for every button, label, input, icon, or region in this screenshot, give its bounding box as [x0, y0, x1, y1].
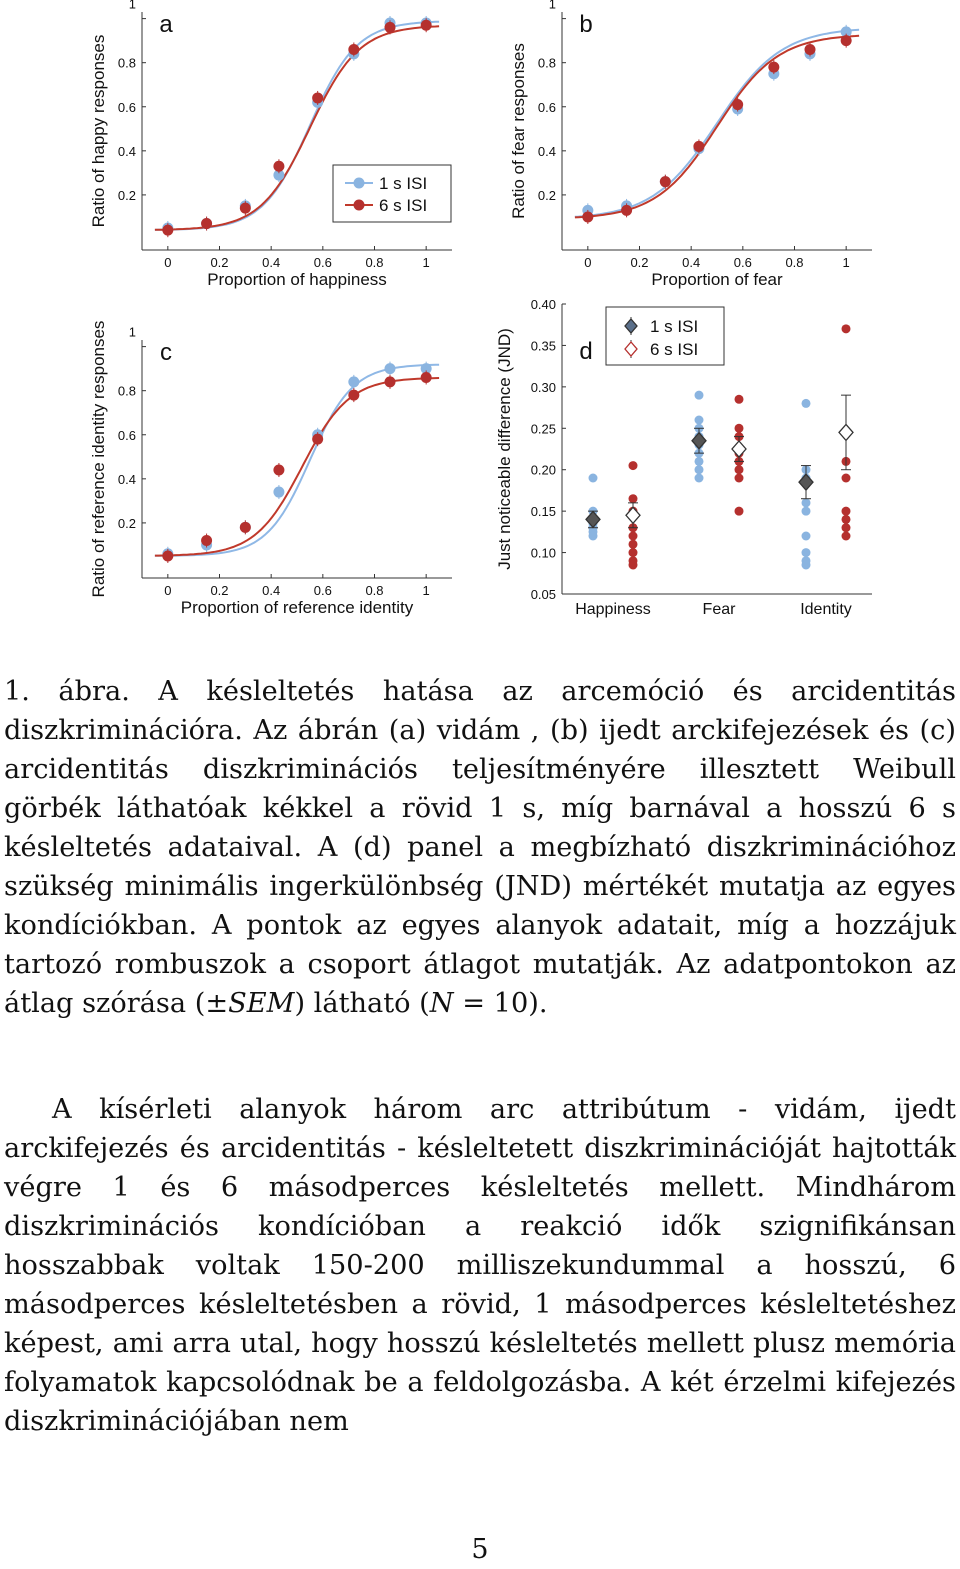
caption-n: N: [429, 988, 454, 1019]
panel-d-mean-diamond: [839, 424, 853, 440]
panel-b-x-label: Proportion of fear: [651, 270, 783, 289]
panel-b-fit-curve: [575, 36, 859, 218]
panel-a-y-tick-label: 1: [128, 0, 136, 12]
panel-d-category-label: Happiness: [575, 601, 651, 618]
panel-b-letter: b: [579, 11, 593, 38]
panel-a-data-point: [348, 44, 359, 55]
panel-b-y-tick-label: 0.6: [537, 99, 556, 115]
panel-a-x-tick-label: 1: [422, 255, 430, 270]
panel-c-fit-curve: [155, 365, 439, 556]
panel-d-mean-diamond: [626, 507, 640, 523]
panel-b-x-tick-label: 0.8: [785, 255, 804, 270]
panel-c-x-tick-label: 0.2: [210, 583, 229, 598]
panel-d-subject-point: [842, 507, 851, 516]
panel-d-mean-diamond: [732, 441, 746, 457]
panel-d-mean-diamond: [799, 474, 813, 490]
panel-d-subject-point: [735, 424, 744, 433]
panel-a-y-tick-label: 0.6: [117, 99, 136, 115]
caption-label: 1. ábra.: [4, 676, 130, 707]
panel-d-subject-point: [629, 461, 638, 470]
panel-a-x-tick-label: 0.2: [210, 255, 229, 270]
panel-d-subject-point: [842, 324, 851, 333]
panel-d-subject-point: [842, 523, 851, 532]
panel-c-data-point: [348, 376, 359, 387]
panel-a-y-tick-label: 0.2: [117, 187, 136, 203]
body-paragraph: A kísérleti alanyok három arc attribútum - vidám, ijedt arckifejezés és arcidentitás - késleltetett diszkriminációját hajtották végre 1 és 6 másodperces késleltetés mellett. Mindhárom diszkriminációs kondícióban a reakció idők szignifikánsan hosszabbak voltak 150-200 milliszekundummal a hosszú, 6 másodperces késleltetésben a rövid, 1 másodperces késleltetéshez képest, ami arra utal, hogy hosszú késleltetés mellett plusz memória folyamatok kapcsolódnak be a feldolgozásba. A két érzelmi kifejezés diszkriminációjában nem: [4, 1094, 956, 1437]
panel-d-subject-point: [735, 507, 744, 516]
panel-c-data-point: [385, 363, 396, 374]
panel-c-data-point: [348, 390, 359, 401]
panel-d-category-label: Fear: [702, 601, 736, 618]
legend-d-label: 1 s ISI: [650, 317, 699, 336]
panel-d-subject-point: [629, 561, 638, 570]
panel-d-category-label: Identity: [800, 601, 852, 618]
panel-a-data-point: [201, 218, 212, 229]
panel-a-y-tick-label: 0.8: [117, 55, 136, 71]
panel-a-x-tick-label: 0.8: [365, 255, 384, 270]
legend-marker: [354, 200, 365, 211]
caption-text-1: A késleltetés hatása az arcemóció és arcidentitás diszkriminációra. Az ábrán (a) vidám , (b) ijedt arckifejezések és (c) arcidentitás diszkriminációs teljesítményére illesztett Weibull görbék láthatóak kékkel a rövid 1 s, míg barnával a hosszú 6 s késleltetés adataival. A (d) panel a megbízható diszkriminációhoz szükség minimális ingerkülönbség (JND) mértékét mutatja az egyes kondíciókban. A pontok az egyes alanyok adatait, míg a hozzájuk tartozó rombuszok a csoport átlagot mutatják. Az adatpontokon az átlag szórása (±: [4, 676, 956, 1019]
panel-c-x-tick-label: 0.6: [313, 583, 332, 598]
panel-d-subject-point: [629, 540, 638, 549]
panel-a-data-point: [385, 22, 396, 33]
panel-c-x-tick-label: 1: [422, 583, 430, 598]
figure: [0, 0, 960, 640]
panel-d-subject-point: [802, 399, 811, 408]
panel-d-y-tick-label: 0.15: [530, 504, 556, 520]
panel-b-y-label: Ratio of fear responses: [509, 43, 528, 219]
panel-a-data-point: [421, 20, 432, 31]
panel-c-y-label: Ratio of reference identity responses: [89, 320, 108, 598]
panel-d-subject-point: [629, 548, 638, 557]
legend-d-label: 6 s ISI: [650, 340, 699, 359]
legend-marker: [354, 178, 365, 189]
panel-a-y-tick-label: 0.4: [117, 143, 136, 159]
panel-b-fit-curve: [575, 30, 859, 217]
panel-b-x-tick-label: 0.4: [682, 255, 701, 270]
panel-b-y-tick-label: 0.4: [537, 143, 556, 159]
panel-c-y-tick-label: 0.4: [117, 471, 136, 487]
panel-b-data-point: [621, 205, 632, 216]
panel-d-subject-point: [695, 474, 704, 483]
panel-d-y-tick-label: 0.35: [530, 338, 556, 354]
panel-b-data-point: [768, 62, 779, 73]
panel-a-data-point: [240, 203, 251, 214]
panel-c-x-tick-label: 0.8: [365, 583, 384, 598]
panel-d-subject-point: [735, 395, 744, 404]
panel-c-y-tick-label: 0.8: [117, 383, 136, 399]
panel-d-y-tick-label: 0.30: [530, 379, 556, 395]
panel-c-y-tick-label: 1: [128, 324, 136, 340]
panel-c-x-tick-label: 0.4: [262, 583, 281, 598]
panel-c-data-point: [312, 434, 323, 445]
panel-c-letter: c: [160, 339, 172, 366]
caption-text-2: ) látható (: [294, 988, 430, 1019]
panel-b-y-tick-label: 0.2: [537, 187, 556, 203]
panel-d-subject-point: [695, 416, 704, 425]
panel-a-data-point: [162, 225, 173, 236]
panel-d-subject-point: [589, 474, 598, 483]
panel-c-data-point: [201, 535, 212, 546]
panel-c-data-point: [421, 372, 432, 383]
panel-d-mean-diamond: [586, 511, 600, 527]
panel-c-x-label: Proportion of reference identity: [180, 598, 414, 617]
panel-b-y-tick-label: 1: [548, 0, 556, 12]
panel-b-y-tick-label: 0.8: [537, 55, 556, 71]
panel-c-data-point: [385, 376, 396, 387]
panel-d-subject-point: [589, 532, 598, 541]
panel-d-subject-point: [735, 465, 744, 474]
panel-c-x-tick-label: 0: [164, 583, 172, 598]
panel-d-y-tick-label: 0.20: [530, 462, 556, 478]
panel-b-data-point: [693, 141, 704, 152]
legend-label: 1 s ISI: [379, 174, 428, 193]
panel-d-subject-point: [629, 494, 638, 503]
panel-c-data-point: [162, 550, 173, 561]
panel-a-y-label: Ratio of happy responses: [89, 34, 108, 228]
panel-a-x-tick-label: 0: [164, 255, 172, 270]
legend-label: 6 s ISI: [379, 196, 428, 215]
panel-a-x-tick-label: 0.6: [313, 255, 332, 270]
panel-a-x-label: Proportion of happiness: [207, 270, 387, 289]
panel-d-subject-point: [695, 465, 704, 474]
panel-d-y-tick-label: 0.25: [530, 421, 556, 437]
panel-b-data-point: [841, 35, 852, 46]
caption-text-3: = 10).: [453, 988, 548, 1019]
panel-a-data-point: [312, 92, 323, 103]
caption-sem: SEM: [228, 988, 295, 1019]
panel-d-y-label: Just noticeable difference (JND): [495, 328, 514, 570]
panel-a-x-tick-label: 0.4: [262, 255, 281, 270]
panel-a-letter: a: [159, 11, 173, 38]
panel-c-data-point: [273, 487, 284, 498]
panel-b-data-point: [660, 176, 671, 187]
panel-b-x-tick-label: 0: [584, 255, 592, 270]
panel-d-letter: d: [579, 338, 593, 365]
panel-d-subject-point: [629, 532, 638, 541]
panel-c-fit-curve: [155, 378, 439, 556]
panel-c-data-point: [273, 465, 284, 476]
panel-d-subject-point: [695, 391, 704, 400]
panel-c-y-tick-label: 0.2: [117, 515, 136, 531]
panel-b-data-point: [732, 99, 743, 110]
panel-d-subject-point: [802, 532, 811, 541]
panel-d-subject-point: [802, 548, 811, 557]
panel-d-subject-point: [842, 532, 851, 541]
panel-d-y-tick-label: 0.10: [530, 545, 556, 561]
panel-c-y-tick-label: 0.6: [117, 427, 136, 443]
figure-caption: [4, 672, 956, 1023]
panel-b-x-tick-label: 0.6: [733, 255, 752, 270]
panel-b-data-point: [582, 211, 593, 222]
page-number: 5: [471, 1534, 489, 1565]
panel-d-mean-diamond: [692, 433, 706, 449]
panel-d-subject-point: [735, 474, 744, 483]
panel-d-subject-point: [802, 498, 811, 507]
panel-c-data-point: [240, 522, 251, 533]
panel-d-subject-point: [695, 457, 704, 466]
panel-b-data-point: [805, 44, 816, 55]
panel-b-x-tick-label: 0.2: [630, 255, 649, 270]
panel-d-y-tick-label: 0.05: [530, 587, 556, 602]
panel-a-data-point: [273, 161, 284, 172]
panel-d-subject-point: [842, 515, 851, 524]
panel-d-subject-point: [802, 507, 811, 516]
panel-d-subject-point: [842, 474, 851, 483]
panel-b-x-tick-label: 1: [842, 255, 850, 270]
panel-d-y-tick-label: 0.40: [530, 297, 556, 312]
panel-d-subject-point: [802, 561, 811, 570]
